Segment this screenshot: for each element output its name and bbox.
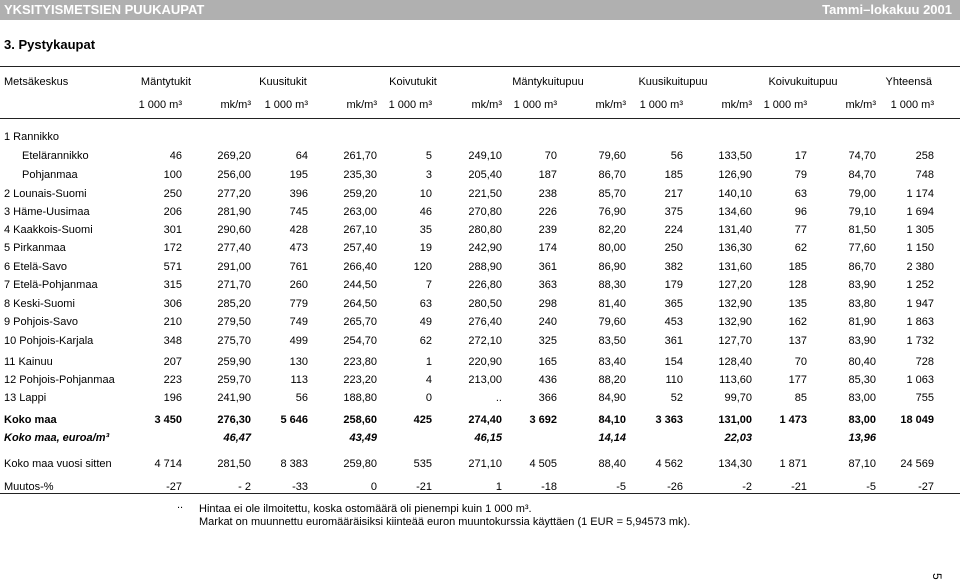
footnote-2: Markat on muunnettu euromääräisiksi kiinteää euron muuntokurssia käyttäen (1 EUR = 5,94573 mk). (199, 516, 691, 528)
table-cell: 5 646 (280, 414, 308, 426)
table-cell: 49 (419, 316, 432, 328)
table-cell: 128,40 (718, 356, 752, 368)
table-cell: 728 (915, 356, 934, 368)
table-cell: 277,40 (217, 242, 251, 254)
table-cell: 134,60 (718, 206, 752, 218)
table-cell: 453 (664, 316, 683, 328)
table-cell: 396 (289, 188, 308, 200)
table-cell: 96 (794, 206, 807, 218)
table-cell: 3 363 (655, 414, 683, 426)
table-cell: 428 (289, 224, 308, 236)
table-cell: 1 473 (779, 414, 807, 426)
table-cell: 83,80 (848, 298, 876, 310)
table-cell: 13,96 (848, 432, 876, 444)
table-cell: 19 (419, 242, 432, 254)
table-cell: 473 (289, 242, 308, 254)
table-cell: 221,50 (468, 188, 502, 200)
table-cell: 205,40 (468, 169, 502, 181)
table-cell: 306 (163, 298, 182, 310)
unit-header: 1 000 m³ (264, 99, 308, 111)
table-cell: 84,10 (598, 414, 626, 426)
column-group-header: Mäntytukit (140, 76, 192, 88)
table-cell: 52 (670, 392, 683, 404)
table-cell: 165 (538, 356, 557, 368)
table-cell: 76,90 (598, 206, 626, 218)
row-label: 2 Lounais-Suomi (4, 188, 87, 200)
row-label: Koko maa vuosi sitten (4, 458, 112, 470)
table-cell: 375 (664, 206, 683, 218)
table-cell: 280,80 (468, 224, 502, 236)
table-top-rule (0, 66, 960, 67)
table-cell: 206 (163, 206, 182, 218)
table-cell: 348 (163, 335, 182, 347)
table-cell: 185 (788, 261, 807, 273)
table-cell: 130 (289, 356, 308, 368)
table-cell: 254,70 (343, 335, 377, 347)
table-cell: 223,20 (343, 374, 377, 386)
table-cell: -18 (541, 481, 557, 493)
table-cell: 140,10 (718, 188, 752, 200)
row-label: Pohjanmaa (22, 169, 78, 181)
table-cell: 1 947 (906, 298, 934, 310)
table-cell: 269,20 (217, 150, 251, 162)
table-cell: 86,70 (598, 169, 626, 181)
table-cell: 265,70 (343, 316, 377, 328)
table-cell: -5 (866, 481, 876, 493)
row-label: Koko maa (4, 414, 57, 426)
row-label: 6 Etelä-Savo (4, 261, 67, 273)
table-cell: 264,50 (343, 298, 377, 310)
table-cell: 274,40 (468, 414, 502, 426)
row-label: 7 Etelä-Pohjanmaa (4, 279, 98, 291)
table-cell: 7 (425, 279, 432, 291)
table-cell: 361 (538, 261, 557, 273)
table-cell: 280,50 (468, 298, 502, 310)
column-group-header: Yhteensä (885, 76, 932, 88)
table-cell: 281,50 (217, 458, 251, 470)
table-cell: 56 (295, 392, 308, 404)
table-cell: 275,70 (217, 335, 251, 347)
column-group-header: Mäntykuitupuu (512, 76, 584, 88)
row-label: 8 Keski-Suomi (4, 298, 75, 310)
table-cell: 4 714 (154, 458, 182, 470)
table-cell: 745 (289, 206, 308, 218)
table-cell: -26 (667, 481, 683, 493)
table-cell: 46,47 (223, 432, 251, 444)
table-cell: 779 (289, 298, 308, 310)
table-cell: 238 (538, 188, 557, 200)
table-cell: 315 (163, 279, 182, 291)
table-cell: 271,70 (217, 279, 251, 291)
row-label: 12 Pohjois-Pohjanmaa (4, 374, 115, 386)
table-cell: 748 (915, 169, 934, 181)
table-cell: 196 (163, 392, 182, 404)
table-cell: 235,30 (343, 169, 377, 181)
table-cell: 64 (295, 150, 308, 162)
table-cell: 259,80 (343, 458, 377, 470)
table-cell: 4 505 (529, 458, 557, 470)
table-cell: 298 (538, 298, 557, 310)
table-cell: 84,90 (598, 392, 626, 404)
table-cell: 223 (163, 374, 182, 386)
unit-header: mk/m³ (346, 99, 377, 111)
table-cell: 363 (538, 279, 557, 291)
table-cell: 239 (538, 224, 557, 236)
row-label: Koko maa, euroa/m³ (4, 432, 110, 444)
table-cell: 361 (664, 335, 683, 347)
table-cell: 240 (538, 316, 557, 328)
table-cell: .. (495, 392, 502, 404)
table-cell: 133,50 (718, 150, 752, 162)
table-cell: 10 (419, 188, 432, 200)
table-cell: 24 569 (900, 458, 934, 470)
table-cell: 18 049 (900, 414, 934, 426)
table-cell: 134,30 (718, 458, 752, 470)
table-cell: 120 (413, 261, 432, 273)
table-cell: 241,90 (217, 392, 251, 404)
row-label: 13 Lappi (4, 392, 47, 404)
table-cell: 1 305 (906, 224, 934, 236)
table-cell: 128 (788, 279, 807, 291)
table-cell: 81,50 (848, 224, 876, 236)
table-cell: 8 383 (280, 458, 308, 470)
table-cell: 162 (788, 316, 807, 328)
table-cell: 291,00 (217, 261, 251, 273)
table-cell: 46 (169, 150, 182, 162)
table-cell: 62 (419, 335, 432, 347)
table-cell: 79,60 (598, 150, 626, 162)
table-cell: 188,80 (343, 392, 377, 404)
table-cell: 136,30 (718, 242, 752, 254)
table-cell: 1 150 (906, 242, 934, 254)
table-cell: 571 (163, 261, 182, 273)
table-cell: 244,50 (343, 279, 377, 291)
table-cell: 259,20 (343, 188, 377, 200)
table-cell: 436 (538, 374, 557, 386)
table-cell: 85,30 (848, 374, 876, 386)
table-cell: 258 (915, 150, 934, 162)
table-bottom-rule (0, 493, 960, 494)
table-cell: 290,60 (217, 224, 251, 236)
table-cell: 279,50 (217, 316, 251, 328)
table-cell: 177 (788, 374, 807, 386)
table-cell: 35 (419, 224, 432, 236)
table-cell: 749 (289, 316, 308, 328)
table-cell: 80,40 (848, 356, 876, 368)
table-cell: 43,49 (349, 432, 377, 444)
table-cell: 14,14 (598, 432, 626, 444)
table-cell: 88,30 (598, 279, 626, 291)
footnote-1: Hintaa ei ole ilmoitettu, koska ostomäärä oli pienempi kuin 1 000 m³. (199, 503, 532, 515)
table-cell: 281,90 (217, 206, 251, 218)
table-cell: 207 (163, 356, 182, 368)
table-cell: 187 (538, 169, 557, 181)
row-label: 1 Rannikko (4, 131, 60, 143)
table-cell: 365 (664, 298, 683, 310)
table-cell: 83,90 (848, 335, 876, 347)
unit-header: mk/m³ (721, 99, 752, 111)
unit-header: 1 000 m³ (513, 99, 557, 111)
table-cell: 217 (664, 188, 683, 200)
table-cell: 1 732 (906, 335, 934, 347)
table-cell: 755 (915, 392, 934, 404)
table-cell: 325 (538, 335, 557, 347)
table-cell: 63 (794, 188, 807, 200)
table-cell: 88,40 (598, 458, 626, 470)
table-cell: -21 (791, 481, 807, 493)
table-cell: 46,15 (474, 432, 502, 444)
table-cell: 74,70 (848, 150, 876, 162)
table-cell: 77,60 (848, 242, 876, 254)
table-cell: 83,00 (848, 392, 876, 404)
table-cell: 110 (665, 374, 683, 386)
table-cell: 3 (425, 169, 432, 181)
table-cell: 1 871 (779, 458, 807, 470)
table-cell: 1 863 (906, 316, 934, 328)
column-group-header: Kuusitukit (259, 76, 307, 88)
column-group-header: Kuusikuitupuu (638, 76, 708, 88)
table-cell: 2 380 (906, 261, 934, 273)
table-cell: 263,00 (343, 206, 377, 218)
table-cell: 0 (370, 481, 377, 493)
table-cell: -27 (166, 481, 182, 493)
unit-header: 1 000 m³ (890, 99, 934, 111)
table-cell: 761 (289, 261, 308, 273)
row-label: 11 Kainuu (4, 356, 53, 368)
table-cell: 224 (664, 224, 683, 236)
table-cell: 154 (664, 356, 683, 368)
table-cell: 80,00 (598, 242, 626, 254)
header-title: YKSITYISMETSIEN PUUKAUPAT (4, 2, 205, 17)
table-cell: 77 (794, 224, 807, 236)
table-cell: 127,70 (718, 335, 752, 347)
table-cell: 3 692 (529, 414, 557, 426)
table-cell: 4 (425, 374, 432, 386)
header-period: Tammi–lokakuu 2001 (822, 2, 952, 17)
table-cell: 210 (163, 316, 182, 328)
table-cell: 81,40 (598, 298, 626, 310)
table-cell: 113 (290, 374, 308, 386)
table-cell: 213,00 (468, 374, 502, 386)
table-cell: 1 (495, 481, 502, 493)
table-cell: 276,40 (468, 316, 502, 328)
unit-header: 1 000 m³ (763, 99, 807, 111)
table-cell: 271,10 (468, 458, 502, 470)
section-title: 3. Pystykaupat (4, 37, 96, 52)
table-cell: 127,20 (718, 279, 752, 291)
row-label: 10 Pohjois-Karjala (4, 335, 94, 347)
table-cell: 46 (419, 206, 432, 218)
unit-header: mk/m³ (220, 99, 251, 111)
table-cell: 499 (289, 335, 308, 347)
table-cell: 1 (425, 356, 432, 368)
table-cell: 172 (163, 242, 182, 254)
table-cell: 259,70 (217, 374, 251, 386)
table-cell: 272,10 (468, 335, 502, 347)
table-cell: 22,03 (724, 432, 752, 444)
table-cell: 70 (794, 356, 807, 368)
table-cell: 83,50 (598, 335, 626, 347)
table-cell: 131,00 (718, 414, 752, 426)
table-cell: 285,20 (217, 298, 251, 310)
table-cell: 288,90 (468, 261, 502, 273)
unit-header: 1 000 m³ (388, 99, 432, 111)
table-cell: 366 (538, 392, 557, 404)
table-cell: 81,90 (848, 316, 876, 328)
table-cell: 185 (664, 169, 683, 181)
unit-header: 1 000 m³ (639, 99, 683, 111)
page-number: 5 (930, 573, 944, 580)
row-label: Muutos-% (4, 481, 54, 493)
table-cell: -5 (616, 481, 626, 493)
table-cell: 226,80 (468, 279, 502, 291)
table-cell: 100 (163, 169, 182, 181)
table-cell: 220,90 (468, 356, 502, 368)
table-cell: 250 (664, 242, 683, 254)
table-cell: 79,60 (598, 316, 626, 328)
table-cell: 56 (670, 150, 683, 162)
table-cell: -2 (742, 481, 752, 493)
table-cell: 277,20 (217, 188, 251, 200)
header-bar (0, 0, 960, 20)
table-cell: 179 (664, 279, 683, 291)
table-cell: 99,70 (724, 392, 752, 404)
table-cell: 62 (794, 242, 807, 254)
column-header-region: Metsäkeskus (4, 76, 69, 88)
row-label: Etelärannikko (22, 150, 89, 162)
table-cell: 301 (163, 224, 182, 236)
table-cell: 132,90 (718, 298, 752, 310)
table-cell: 85 (794, 392, 807, 404)
table-header-rule (0, 118, 960, 119)
row-label: 3 Häme-Uusimaa (4, 206, 90, 218)
table-cell: 0 (425, 392, 432, 404)
table-cell: 84,70 (848, 169, 876, 181)
table-cell: 535 (413, 458, 432, 470)
table-cell: 259,90 (217, 356, 251, 368)
table-cell: 1 252 (906, 279, 934, 291)
table-cell: 1 694 (906, 206, 934, 218)
table-cell: 83,00 (848, 414, 876, 426)
table-cell: 249,10 (468, 150, 502, 162)
table-cell: 131,40 (718, 224, 752, 236)
table-cell: 87,10 (848, 458, 876, 470)
table-cell: - 2 (238, 481, 251, 493)
table-cell: 132,90 (718, 316, 752, 328)
table-cell: 126,90 (718, 169, 752, 181)
footnote-symbol: .. (177, 499, 184, 511)
table-cell: 85,70 (598, 188, 626, 200)
unit-header: mk/m³ (595, 99, 626, 111)
table-cell: 137 (788, 335, 807, 347)
table-cell: 82,20 (598, 224, 626, 236)
table-cell: 79,10 (848, 206, 876, 218)
column-group-header: Koivukuitupuu (768, 76, 838, 88)
table-cell: 256,00 (217, 169, 251, 181)
table-cell: 382 (664, 261, 683, 273)
table-cell: 83,90 (848, 279, 876, 291)
table-cell: 3 450 (154, 414, 182, 426)
table-cell: 250 (163, 188, 182, 200)
table-cell: 17 (794, 150, 807, 162)
table-cell: 86,70 (848, 261, 876, 273)
table-cell: 261,70 (343, 150, 377, 162)
table-cell: 174 (538, 242, 557, 254)
unit-header: mk/m³ (471, 99, 502, 111)
table-cell: 1 063 (906, 374, 934, 386)
table-cell: 257,40 (343, 242, 377, 254)
table-cell: 4 562 (655, 458, 683, 470)
table-cell: 276,30 (217, 414, 251, 426)
table-cell: 70 (544, 150, 557, 162)
table-cell: -27 (918, 481, 934, 493)
table-cell: 425 (413, 414, 432, 426)
table-cell: 223,80 (343, 356, 377, 368)
table-cell: 83,40 (598, 356, 626, 368)
table-cell: 5 (425, 150, 432, 162)
row-label: 4 Kaakkois-Suomi (4, 224, 93, 236)
row-label: 5 Pirkanmaa (4, 242, 66, 254)
table-cell: 79,00 (848, 188, 876, 200)
table-cell: 267,10 (343, 224, 377, 236)
table-cell: 242,90 (468, 242, 502, 254)
table-cell: 135 (788, 298, 807, 310)
table-cell: 1 174 (906, 188, 934, 200)
table-cell: 88,20 (598, 374, 626, 386)
table-cell: 113,60 (719, 374, 752, 386)
table-cell: 131,60 (718, 261, 752, 273)
unit-header: mk/m³ (845, 99, 876, 111)
table-cell: -21 (416, 481, 432, 493)
table-cell: 86,90 (598, 261, 626, 273)
table-cell: 258,60 (343, 414, 377, 426)
table-cell: 270,80 (468, 206, 502, 218)
table-cell: 266,40 (343, 261, 377, 273)
column-group-header: Koivutukit (389, 76, 437, 88)
table-cell: 260 (289, 279, 308, 291)
table-cell: 226 (538, 206, 557, 218)
unit-header: 1 000 m³ (138, 99, 182, 111)
table-cell: -33 (292, 481, 308, 493)
table-cell: 79 (794, 169, 807, 181)
row-label: 9 Pohjois-Savo (4, 316, 78, 328)
table-cell: 63 (419, 298, 432, 310)
table-cell: 195 (289, 169, 308, 181)
